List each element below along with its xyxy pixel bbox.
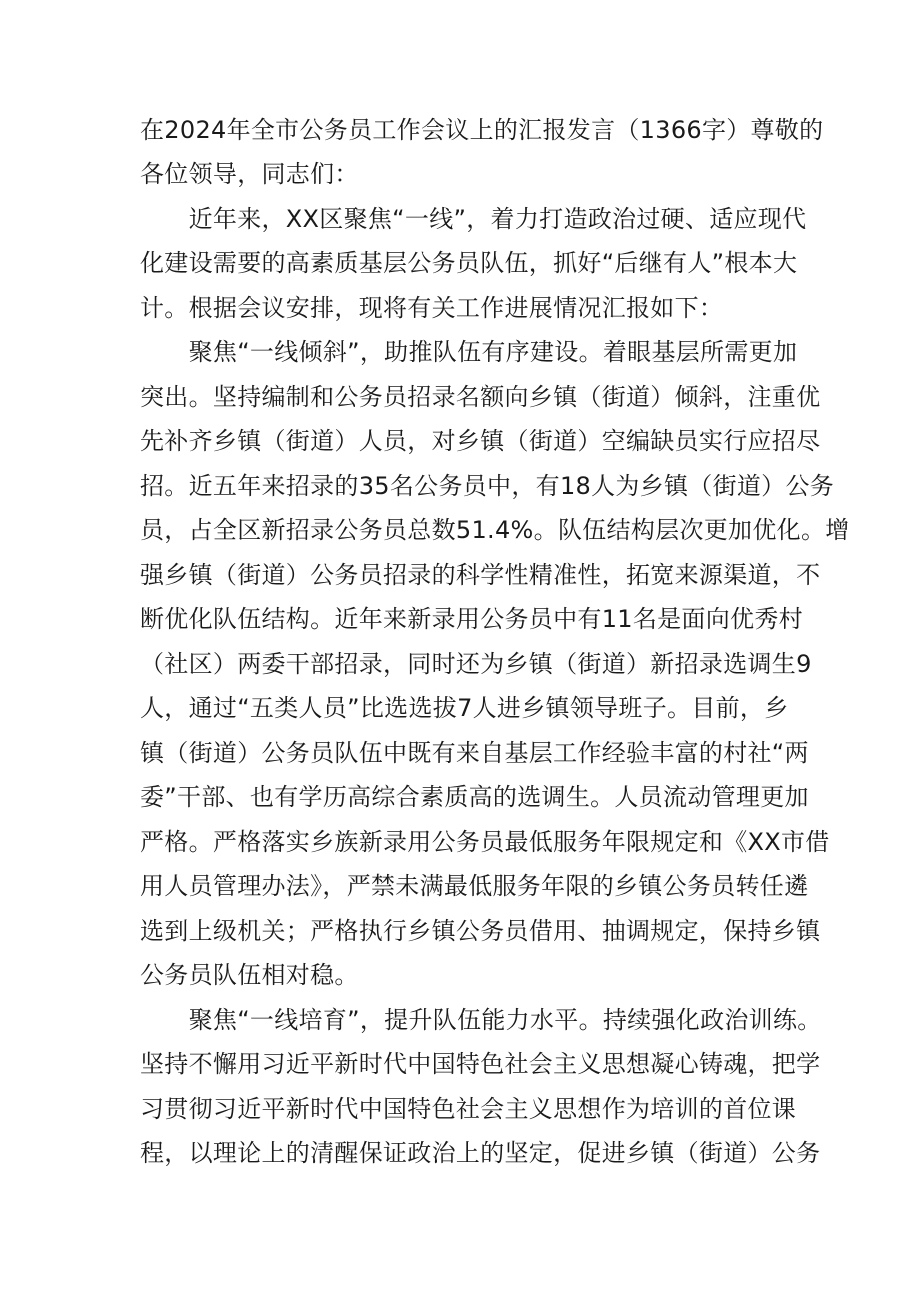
salutation-line: 各位领导，同志们：: [140, 160, 359, 188]
body-line: 用人员管理办法》，严禁未满最低服务年限的乡镇公务员转任遴: [140, 872, 809, 900]
body-line: 聚焦“一线培育”，提升队伍能力水平。持续强化政治训练。: [140, 1006, 822, 1034]
body-line: 员，占全区新招录公务员总数51.4%。队伍结构层次更加优化。增: [140, 516, 850, 544]
body-line: 招。近五年来招录的35名公务员中，有18人为乡镇（街道）公务: [140, 472, 835, 500]
body-line: 选到上级机关；严格执行乡镇公务员借用、抽调规定，保持乡镇: [140, 917, 821, 945]
body-line: 断优化队伍结构。近年来新录用公务员中有11名是面向优秀村: [140, 605, 803, 633]
document-page: [140, 0, 850, 1301]
body-line: 聚焦“一线倾斜”，助推队伍有序建设。着眼基层所需更加: [140, 338, 798, 366]
body-line: 突出。坚持编制和公务员招录名额向乡镇（街道）倾斜，注重优: [140, 383, 821, 411]
body-line: 先补齐乡镇（街道）人员，对乡镇（街道）空编缺员实行应招尽: [140, 427, 821, 455]
body-line: 严格。严格落实乡族新录用公务员最低服务年限规定和《XX市借: [140, 828, 830, 856]
body-line: 公务员队伍相对稳。: [140, 961, 359, 989]
body-line: 计。根据会议安排，现将有关工作进展情况汇报如下：: [140, 294, 724, 322]
body-line: 习贯彻习近平新时代中国特色社会主义思想作为培训的首位课: [140, 1095, 797, 1123]
body-line: 镇（街道）公务员队伍中既有来自基层工作经验丰富的村社“两: [140, 739, 809, 767]
body-line: 坚持不懈用习近平新时代中国特色社会主义思想凝心铸魂，把学: [140, 1050, 821, 1078]
title-line: 在2024年全市公务员工作会议上的汇报发言（1366字）尊敬的: [140, 116, 824, 144]
body-line: 程，以理论上的清醒保证政治上的坚定，促进乡镇（街道）公务: [140, 1139, 821, 1167]
body-line: 化建设需要的高素质基层公务员队伍，抓好“后继有人”根本大: [140, 249, 798, 277]
body-line: 强乡镇（街道）公务员招录的科学性精准性，拓宽来源渠道，不: [140, 561, 821, 589]
body-line: 人，通过“五类人员”比选选拔7人进乡镇领导班子。目前，乡: [140, 694, 789, 722]
body-line: 委”干部、也有学历高综合素质高的选调生。人员流动管理更加: [140, 783, 809, 811]
body-line: 近年来，XX区聚焦“一线”，着力打造政治过硬、适应现代: [140, 205, 807, 233]
body-line: （社区）两委干部招录，同时还为乡镇（街道）新招录选调生9: [140, 650, 812, 678]
